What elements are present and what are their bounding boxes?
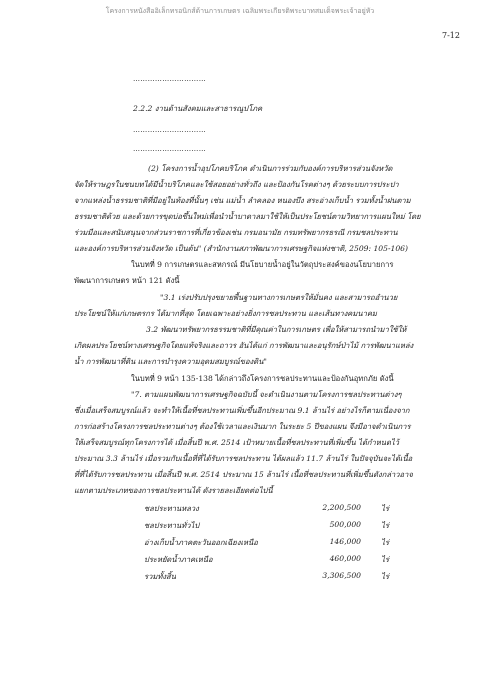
row-label: ประหยัดน้ำภาคเหนือ: [144, 555, 213, 564]
row-value: 3,306,500: [322, 571, 361, 580]
irrigation-table: [144, 503, 389, 588]
elision-dots-3: …………………………: [133, 145, 206, 153]
quote7-line: ประมาณ 3.3 ล้านไร่ เมื่อรวมกับเนื้อที่ที่ได้รับการชลประทาน ได้ผลแล้ว 11.7 ล้านไร่ ในปัจจุบันจะได้เนื้อ: [74, 454, 413, 463]
table-row: [144, 503, 389, 520]
row-label: อ่างเก็บน้ำภาคตะวันออกเฉียงเหนือ: [144, 538, 258, 547]
row-unit: ไร่: [381, 538, 389, 547]
utility-para-line: ร่วมมือและสนับสนุนจากส่วนราชการที่เกี่ยวข้องเช่น กรมอนามัย กรมทรัพยากรธรณี กรมชลประทาน: [74, 228, 398, 237]
table-row: [144, 520, 389, 537]
quote7-line: แยกตามประเภทของการชลประทานได้ ดังรายละเอียดต่อไปนี้: [74, 486, 273, 495]
table-row: [144, 554, 389, 571]
running-header: โครงการหนังสืออิเล็กทรอนิกส์ด้านการเกษตร เฉลิมพระเกียรติพระบาทสมเด็จพระเจ้าอยู่หัว: [105, 7, 375, 15]
utility-para-line: จากแหล่งน้ำธรรมชาติที่มีอยู่ในท้องที่นั้นๆ เช่น แม่น้ำ ลำคลอง หนองบึง สระอ่างเก็บน้ำ รวมทั้งน้ำฝนตาม: [74, 196, 411, 205]
plan-intro-line: ในบทที่ 9 การเกษตรและสหกรณ์ มีนโยบายน้ำอยู่ในวัตถุประสงค์ของนโยบายการ: [131, 260, 394, 269]
row-value: 460,000: [329, 554, 361, 563]
utility-para-line: (2) โครงการน้ำอุปโภคบริโภค ดำเนินการร่วมกับองค์การบริหารส่วนจังหวัด: [148, 164, 393, 173]
row-unit: ไร่: [381, 572, 389, 581]
row-value: 500,000: [329, 520, 361, 529]
row-unit: ไร่: [381, 504, 389, 513]
row-value: 2,200,500: [322, 503, 361, 512]
elision-dots-1: …………………………: [133, 75, 206, 83]
section-heading: 2.2.2 งานด้านสังคมและสาธารณูปโภค: [133, 104, 263, 113]
row-label: ชลประทานหลวง: [144, 504, 199, 513]
quote-line: "3.1 เร่งปรับปรุงขยายพื้นฐานทางการเกษตรให้มั่นคง และสามารถอำนวย: [160, 293, 398, 302]
plan-intro-line: พัฒนาการเกษตร หน้า 121 ดังนี้: [74, 276, 180, 285]
row-value: 146,000: [329, 537, 361, 546]
utility-para-line: จัดให้ราษฎรในชนบทได้มีน้ำบริโภคและใช้สอยอย่างทั่วถึง และป้องกันโรคต่างๆ ด้วยระบบการประปา: [74, 180, 399, 189]
row-label: ชลประทานทั่วไป: [144, 521, 200, 530]
plan-p135-line: ในบทที่ 9 หน้า 135-138 ได้กล่าวถึงโครงการชลประทานและป้องกันอุทกภัย ดังนี้: [131, 374, 394, 383]
quote7-line: ให้เสร็จสมบูรณ์ทุกโครงการได้ เมื่อสิ้นปี พ.ศ. 2514 เป้าหมายเนื้อที่ชลประทานที่เพิ่มขึ้น ได้กำหนดไว้: [74, 438, 399, 447]
utility-para-line: และองค์การบริหารส่วนจังหวัด เป็นต้น" (สำนักงานสภาพัฒนาการเศรษฐกิจแห่งชาติ, 2509: 105-106): [74, 244, 408, 253]
table-row-total: [144, 571, 389, 588]
utility-para-line: ธรรมชาติด้วย และด้วยการขุดบ่อขึ้นใหม่เพื่อนำน้ำบาดาลมาใช้ให้เป็นประโยชน์ตามวิทยาการแผนใหม่ โดย: [74, 212, 421, 221]
quote7-line: การก่อสร้างโครงการชลประทานต่างๆ ต้องใช้เวลาและเงินมาก ในระยะ 5 ปีของแผน จึงมีอาจดำเนินการ: [74, 422, 411, 431]
quote-line: ประโยชน์ให้แก่เกษตรกร ได้มากที่สุด โดยเฉพาะอย่างยิ่งการชลประทาน และเส้นทางคมนาคม: [74, 309, 377, 318]
quote7-line: "7. ตามแผนพัฒนาการเศรษฐกิจฉบับนี้ จะดำเนินงานตามโครงการชลประทานต่างๆ: [131, 390, 402, 399]
quote-line: 3.2 พัฒนาทรัพยากรธรรมชาติที่มีคุณค่าในการเกษตร เพื่อให้สามารถนำมาใช้ให้: [146, 325, 407, 334]
row-unit: ไร่: [381, 521, 389, 530]
page-number: 7-12: [442, 31, 460, 40]
quote-line: น้ำ การพัฒนาที่ดิน และการบำรุงความอุดมสมบูรณ์ของดิน": [74, 357, 267, 366]
row-unit: ไร่: [381, 555, 389, 564]
quote7-line: ที่ที่ได้รับการชลประทาน เมื่อสิ้นปี พ.ศ. 2514 ประมาณ 15 ล้านไร่ เนื้อที่ชลประทานที่เพิ่มขึ้นดังกล่าวอาจ: [74, 470, 413, 479]
row-label: รวมทั้งสิ้น: [144, 572, 176, 581]
quote-line: เกิดผลประโยชน์ทางเศรษฐกิจโดยแท้จริงและถาวร อันได้แก่ การพัฒนาและอนุรักษ์ป่าไม้ การพัฒนาแหล่ง: [74, 341, 414, 350]
quote7-line: ซึ่งเมื่อเสร็จสมบูรณ์แล้ว จะทำให้เนื้อที่ชลประทานเพิ่มขึ้นอีกประมาณ 9.1 ล้านไร่ อย่างไรก็ตามเนื่องจาก: [74, 406, 410, 415]
elision-dots-2: …………………………: [133, 126, 206, 134]
table-row: [144, 537, 389, 554]
